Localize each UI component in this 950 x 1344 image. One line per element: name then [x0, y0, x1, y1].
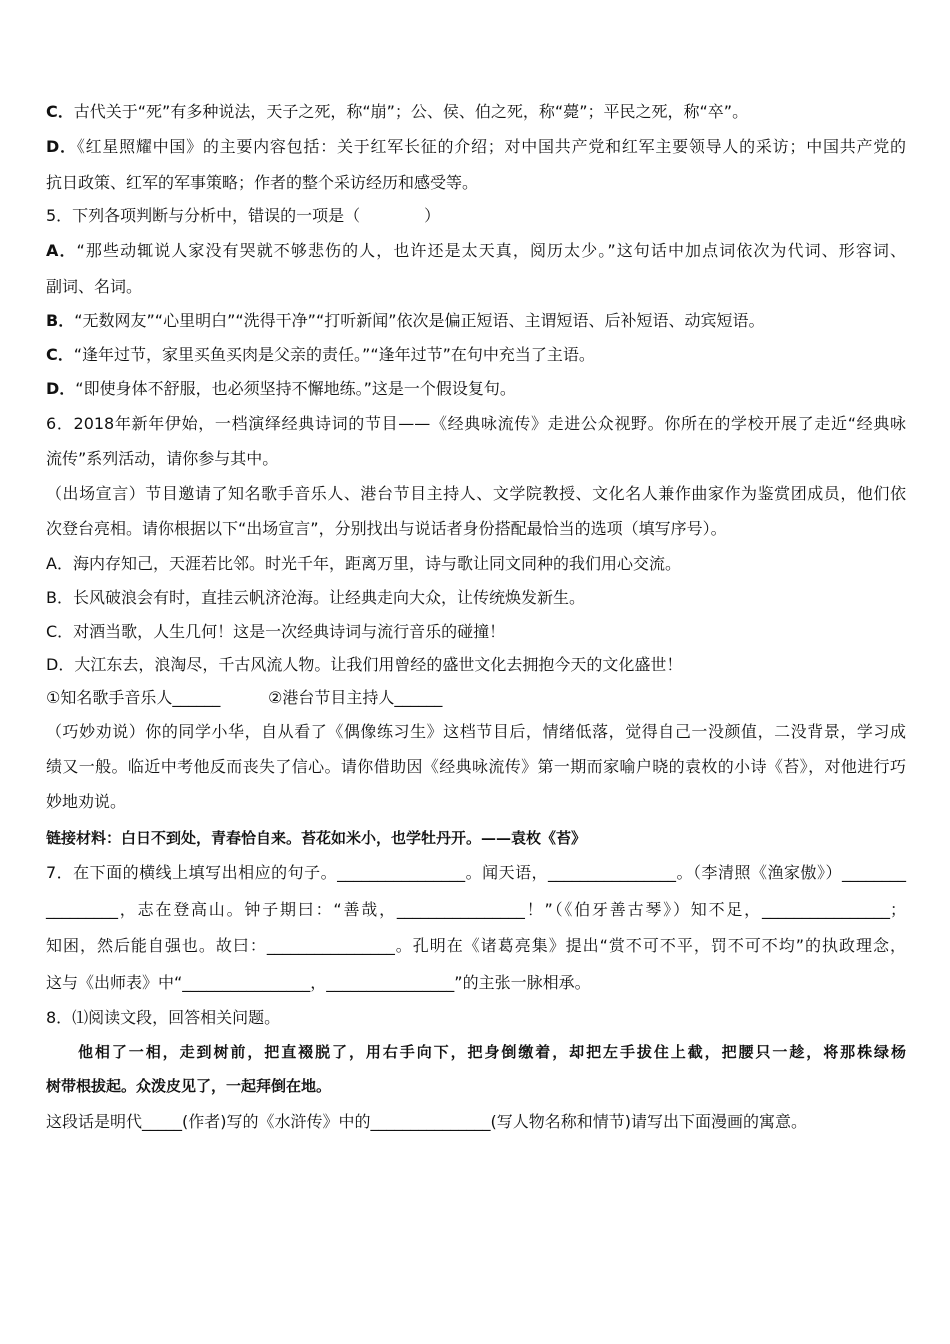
q8-passage-cont: 树带根拔起。众泼皮见了，一起拜倒在地。	[46, 1077, 332, 1095]
q7-line-2[interactable]: _________，志在登高山。钟子期曰：“善哉，________________！”（《伯牙善古琴》）知不足，________________；	[46, 900, 906, 919]
q4-option-c	[46, 102, 748, 122]
option-text: “逢年过节，家里买鱼买肉是父亲的责任。”“逢年过节”在句中充当了主语。	[73, 345, 595, 364]
q6-option-d: D．大江东去，浪淘尽，千古风流人物。让我们用曾经的盛世文化去拥抱今天的文化盛世！	[46, 655, 683, 674]
q6-stem: 6．2018年新年伊始，一档演绎经典诗词的节目——《经典咏流传》走进公众视野。你所在的学校开展了走近“经典咏	[46, 414, 906, 433]
q5-option-a-cont: 副词、名词。	[46, 277, 143, 296]
q7-line-1[interactable]: 7．在下面的横线上填写出相应的句子。________________。闻天语，________________。（李清照《渔家傲》）________	[46, 863, 906, 882]
q6-blank-host[interactable]: ②港台节目主持人______	[268, 688, 443, 707]
q5-option-a	[46, 241, 906, 261]
q8-stem: 8．⑴阅读文段，回答相关问题。	[46, 1008, 281, 1027]
q5-option-d	[46, 379, 516, 399]
option-label: A．	[46, 241, 77, 260]
option-text: “即使身体不舒服，也必须坚持不懈地练。”这是一个假设复句。	[75, 379, 516, 398]
option-label: B．	[46, 311, 75, 330]
option-text: “那些动辄说人家没有哭就不够悲伤的人，也许还是太天真，阅历太少。”这句话中加点词依次为代词、形容词、	[76, 241, 906, 260]
q5-stem: 5．下列各项判断与分析中，错误的一项是（ ）	[46, 206, 441, 225]
option-label: D．	[46, 379, 76, 398]
q6-option-b: B．长风破浪会有时，直挂云帆济沧海。让经典走向大众，让传统焕发新生。	[46, 588, 585, 607]
q6-stem-cont: 流传”系列活动，请你参与其中。	[46, 449, 279, 468]
option-label: C．	[46, 345, 74, 364]
q6-intro-cont: 次登台亮相。请你根据以下“出场宣言”，分别找出与说话者身份搭配最恰当的选项（填写序号）。	[46, 519, 727, 538]
q8-passage: 他相了一相，走到树前，把直裰脱了，用右手向下，把身倒缴着，却把左手拔住上截，把腰只一趁，将那株绿杨	[78, 1043, 906, 1061]
q6-persuade: （巧妙劝说）你的同学小华，自从看了《偶像练习生》这档节目后，情绪低落，觉得自己一没颜值，二没背景，学习成	[46, 722, 906, 741]
option-label: C．	[46, 102, 74, 121]
q6-intro: （出场宣言）节目邀请了知名歌手音乐人、港台节目主持人、文学院教授、文化名人兼作曲家作为鉴赏团成员，他们依	[46, 484, 906, 503]
q5-option-b	[46, 311, 765, 331]
q6-persuade-end: 妙地劝说。	[46, 792, 127, 811]
q6-option-c: C．对酒当歌，人生几何！这是一次经典诗词与流行音乐的碰撞！	[46, 622, 506, 641]
q4-option-d	[46, 137, 906, 157]
q7-line-3[interactable]: 知困，然后能自强也。故曰：________________。孔明在《诸葛亮集》提出“赏不可不平，罚不可不均”的执政理念，	[46, 936, 906, 955]
q6-option-a: A．海内存知己，天涯若比邻。时光千年，距离万里，诗与歌让同文同种的我们用心交流。	[46, 554, 681, 573]
q7-line-4[interactable]: 这与《出师表》中“________________，________________”的主张一脉相承。	[46, 973, 591, 992]
option-text: 古代关于“死”有多种说法，天子之死，称“崩”；公、侯、伯之死，称“薨”；平民之死，称“卒”。	[73, 102, 749, 121]
q6-blank-singer[interactable]: ①知名歌手音乐人______	[46, 688, 221, 707]
q6-material: 链接材料：白日不到处，青春恰自来。苔花如米小，也学牡丹开。——袁枚《苔》	[46, 829, 587, 847]
option-text: 《红星照耀中国》的主要内容包括：关于红军长征的介绍；对中国共产党和红军主要领导人的采访；中国共产党的	[76, 137, 906, 156]
option-text: “无数网友”“心里明白”“洗得干净”“打听新闻”依次是偏正短语、主谓短语、后补短语、动宾短语。	[74, 311, 765, 330]
q8-question[interactable]: 这段话是明代_____(作者)写的《水浒传》中的_______________(写人物名称和情节)请写出下面漫画的寓意。	[46, 1112, 807, 1131]
option-label: D．	[46, 137, 77, 156]
q4-option-d-cont: 抗日政策、红军的军事策略；作者的整个采访经历和感受等。	[46, 173, 479, 192]
q6-persuade-cont: 绩又一般。临近中考他反而丧失了信心。请你借助因《经典咏流传》第一期而家喻户晓的袁枚的小诗《苔》，对他进行巧	[46, 757, 906, 776]
q5-option-c	[46, 345, 595, 365]
